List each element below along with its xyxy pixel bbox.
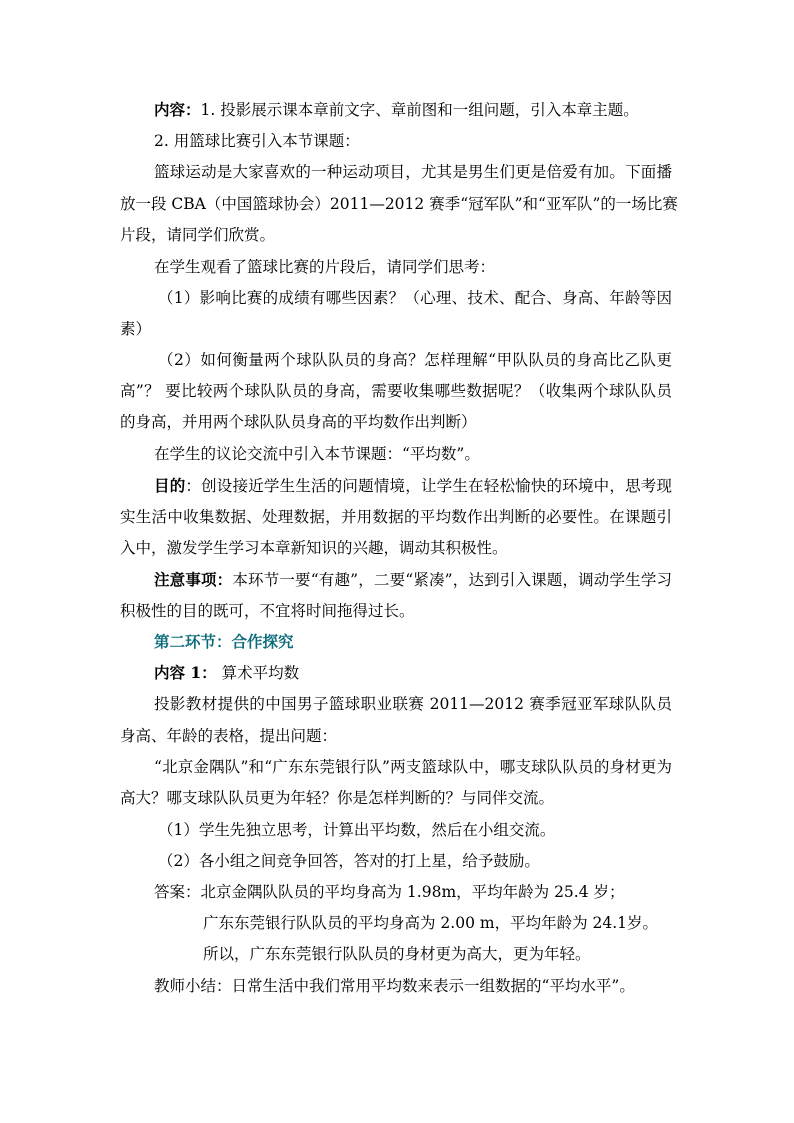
purpose-label: 目的 bbox=[154, 476, 186, 495]
content-line-2: 2. 用篮球比赛引入本节课题： bbox=[154, 132, 360, 150]
question-1-line: （1）影响比赛的成绩有哪些因素？（心理、技术、配合、身高、年龄等因 bbox=[158, 289, 672, 307]
content-1-title: 内容 1： 算术平均数 bbox=[154, 663, 300, 682]
paragraph-line: 身高、年龄的表格，提出问题： bbox=[120, 727, 338, 745]
paragraph-line: 在学生观看了篮球比赛的片段后，请同学们思考： bbox=[154, 258, 496, 276]
question-2-line: （2）如何衡量两个球队队员的身高？怎样理解“甲队队员的身高比乙队更 bbox=[158, 351, 672, 369]
question-line: 高大？哪支球队队员更为年轻？你是怎样判断的？与同伴交流。 bbox=[120, 789, 555, 807]
answer-line: 广东东莞银行队队员的平均身高为 2.00 m，平均年龄为 24.1岁。 bbox=[203, 914, 659, 932]
paragraph-line: 片段，请同学们欣赏。 bbox=[120, 226, 276, 244]
paragraph-line: 篮球运动是大家喜欢的一种运动项目，尤其是男生们更是倍爱有加。下面播 bbox=[154, 163, 672, 181]
section-heading: 第二环节：合作探究 bbox=[154, 632, 294, 651]
purpose-line: 目的：创设接近学生生活的问题情境，让学生在轻松愉快的环境中，思考现 bbox=[154, 476, 672, 495]
paragraph-line: 放一段 CBA（中国篮球协会）2011—2012 赛季“冠军队”和“亚军队”的一场比赛 bbox=[120, 195, 678, 213]
purpose-line: 入中，激发学生学习本章新知识的兴趣，调动其积极性。 bbox=[120, 539, 508, 557]
step-2-line: （2）各小组之间竞争回答，答对的打上星，给予鼓励。 bbox=[158, 852, 540, 870]
answer-line: 答案：北京金隅队队员的平均身高为 1.98m，平均年龄为 25.4 岁； bbox=[154, 883, 625, 901]
paragraph-line: 投影教材提供的中国男子篮球职业联赛 2011—2012 赛季冠亚军球队队员 bbox=[154, 695, 672, 713]
purpose-line: 实生活中收集数据、处理数据，并用数据的平均数作出判断的必要性。在课题引 bbox=[120, 508, 672, 526]
content-label: 内容： bbox=[154, 100, 201, 119]
content-line-1: 内容：1. 投影展示课本章前文字、章前图和一组问题，引入本章主题。 bbox=[154, 100, 639, 119]
content-1-label: 内容 1： bbox=[154, 663, 217, 682]
question-2-line: 的身高，并用两个球队队员身高的平均数作出判断） bbox=[120, 413, 477, 431]
notes-label: 注意事项： bbox=[154, 570, 233, 589]
step-1-line: （1）学生先独立思考，计算出平均数，然后在小组交流。 bbox=[158, 821, 556, 839]
answer-line: 所以，广东东莞银行队队员的身材更为高大，更为年轻。 bbox=[203, 945, 591, 963]
question-line: “北京金隅队”和“广东东莞银行队”两支篮球队中，哪支球队队员的身材更为 bbox=[154, 758, 672, 776]
question-2-line: 高”？ 要比较两个球队队员的身高，需要收集哪些数据呢？（收集两个球队队员 bbox=[120, 382, 672, 400]
notes-line: 积极性的目的既可，不宜将时间拖得过长。 bbox=[120, 602, 415, 620]
paragraph-line: 在学生的议论交流中引入本节课题：“平均数”。 bbox=[154, 445, 480, 463]
notes-line: 注意事项：本环节一要“有趣”，二要“紧凑”，达到引入课题，调动学生学习 bbox=[154, 570, 672, 589]
question-1-line: 素） bbox=[120, 320, 152, 338]
teacher-summary-line: 教师小结：日常生活中我们常用平均数来表示一组数据的“平均水平”。 bbox=[154, 977, 635, 995]
